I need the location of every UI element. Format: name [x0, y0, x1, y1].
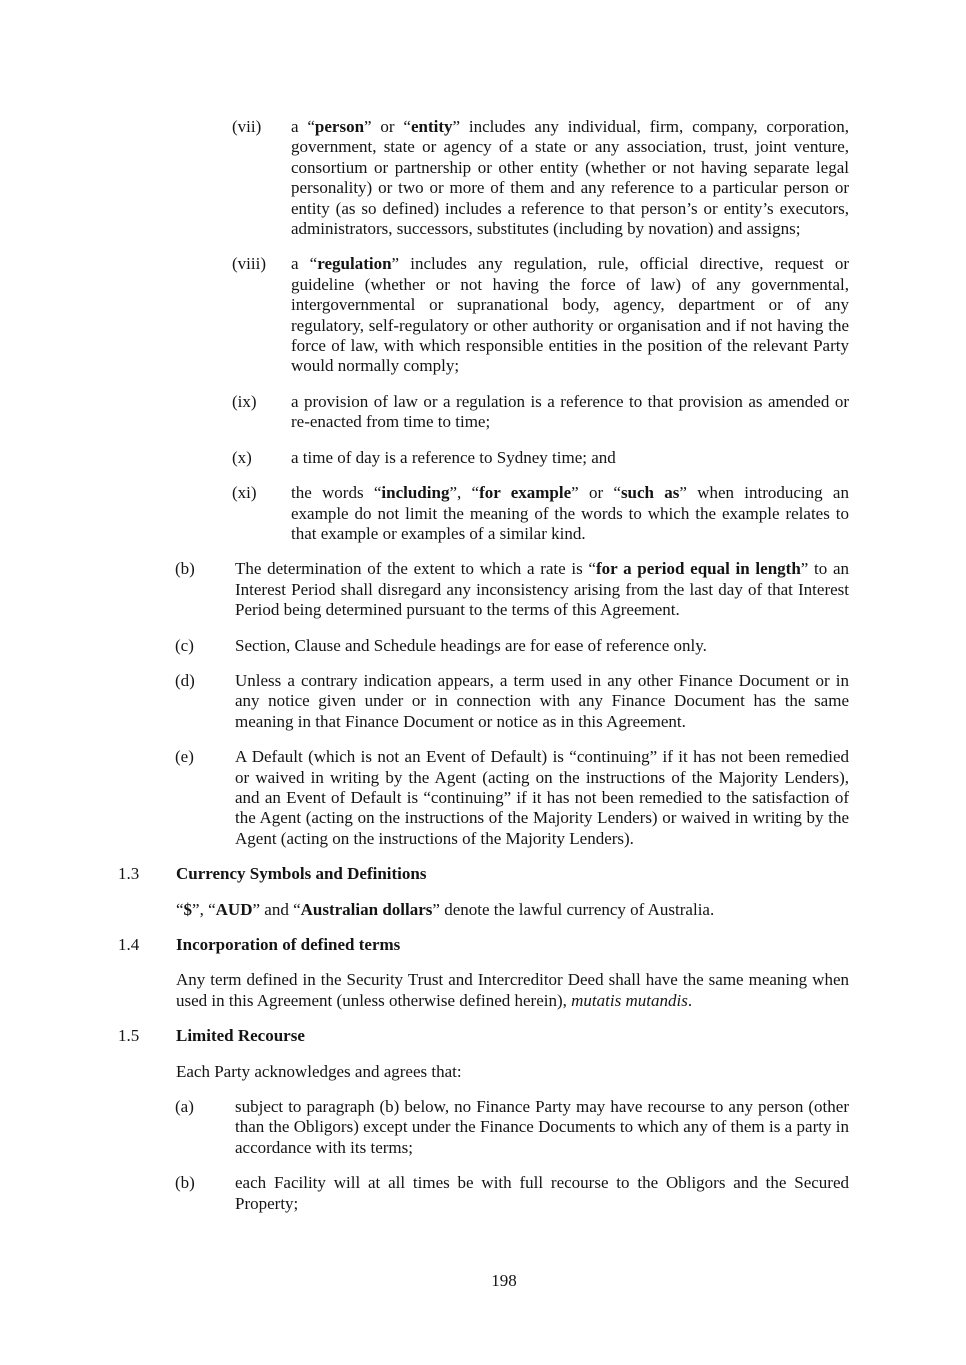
section-number: 1.4 [118, 935, 140, 954]
text-segment: Unless a contrary indication appears, a term used in any other Finance Document or in any notice given under or in connection with any Finance Document has the same meaning in that Finance Document or notice as in this Agreement. [235, 670, 849, 731]
list-item [118, 1097, 849, 1158]
text-segment: Australian dollars [300, 899, 433, 919]
paragraph [176, 900, 849, 920]
section-heading-1-5 [118, 1026, 849, 1046]
list-item-text [235, 636, 849, 656]
list-item-label: (e) [175, 747, 194, 767]
text-segment: ” and “ [252, 899, 301, 919]
text-segment: ” to an Interest Period shall disregard any inconsistency arising from the last day of that Interest Period being determined pursuant to the terms of this Agreement. [235, 559, 849, 620]
list-item-text [291, 483, 849, 544]
list-item-label: (xi) [232, 483, 257, 503]
page-number: 198 [491, 1271, 517, 1290]
list-item-label: (b) [175, 559, 195, 579]
text-segment: ” or “ [571, 483, 621, 503]
list-item-text [235, 747, 849, 849]
text-segment: for example [479, 483, 572, 503]
section-heading-1-4 [118, 935, 849, 955]
section-heading-1-3 [118, 864, 849, 884]
text-segment: including [381, 483, 450, 503]
text-segment: subject to paragraph (b) below, no Finance Party may have recourse to any person (other than the Obligors) except under the Finance Documents to which any of them is a party in accordance with its terms; [235, 1097, 849, 1157]
document-body [118, 117, 849, 1229]
text-segment: Section, Clause and Schedule headings are for ease of reference only. [235, 635, 707, 655]
list-item [118, 1173, 849, 1214]
list-item-text [235, 1097, 849, 1158]
text-segment: a time of day is a reference to Sydney time; and [291, 447, 616, 467]
text-segment: Each Party acknowledges and agrees that: [176, 1061, 462, 1081]
list-item-label: (x) [232, 447, 252, 467]
list-item-label: (a) [175, 1097, 194, 1117]
text-segment: a “ [291, 117, 315, 136]
list-item-text [291, 392, 849, 433]
text-segment: for a period equal in length [595, 559, 801, 579]
text-segment: The determination of the extent to which a rate is “ [235, 559, 596, 579]
text-segment: “ [176, 899, 184, 919]
section-title: Limited Recourse [176, 1026, 305, 1046]
text-segment: $ [183, 899, 193, 919]
list-item-text [235, 671, 849, 732]
list-item-text [235, 1173, 849, 1214]
text-segment: ” denote the lawful currency of Australia. [432, 899, 715, 919]
text-segment: person [314, 117, 365, 136]
list-item [118, 483, 849, 544]
text-segment: such as [620, 483, 680, 503]
text-segment: A Default (which is not an Event of Default) is “continuing” if it has not been remedied or waived in writing by the Agent (acting on the instructions of the Majority Lenders), and an Event of Default is “continuing” if it has not been remedied to the satisfaction of the Agent (acting on the instructions of the Majority Lenders) or waived in writing by the Agent (acting on the instructions of the Majority Lenders). [235, 747, 849, 848]
text-segment: ” includes any individual, firm, company, corporation, government, state or agency of a state or any association, trust, joint venture, consortium or partnership or other entity (whether or not having separate legal personality) or two or more of them and any reference to a particular person or entity (as so defined) includes a reference to that person’s or entity’s executors, administrators, successors, substitutes (including by novation) and assigns; [291, 117, 849, 239]
text-segment: entity [410, 117, 453, 136]
list-item-label: (vii) [232, 117, 262, 136]
list-item-label: (ix) [232, 391, 257, 411]
list-item [118, 392, 849, 433]
text-segment: ”, “ [449, 483, 480, 503]
list-item [118, 117, 849, 239]
text-segment: the words “ [291, 483, 382, 503]
list-item-label: (d) [175, 670, 195, 690]
text-segment: ” includes any regulation, rule, official directive, request or guideline (whether or not having the force of law) of any governmental, intergovernmental or supranational body, agency, department or of any regulatory, self-regulatory or other authority or organisation and if not having the force of law, with which responsible entities in the position of the relevant Party would normally comply; [291, 254, 849, 376]
text-segment: a “ [291, 254, 318, 274]
section-title: Currency Symbols and Definitions [176, 864, 427, 884]
text-segment: ”, “ [192, 899, 216, 919]
list-item [118, 671, 849, 732]
list-item [118, 448, 849, 468]
list-item-text [291, 254, 849, 376]
text-segment: regulation [317, 254, 392, 274]
list-item [118, 254, 849, 376]
text-segment: Any term defined in the Security Trust and Intercreditor Deed shall have the same meaning when used in this Agreement (unless otherwise defined herein), [176, 970, 849, 1010]
section-number: 1.3 [118, 864, 140, 884]
text-segment: a provision of law or a regulation is a reference to that provision as amended or re-enacted from time to time; [291, 391, 849, 432]
text-segment: mutatis mutandis [571, 990, 688, 1010]
list-item-label: (viii) [232, 254, 266, 274]
section-number: 1.5 [118, 1026, 140, 1046]
list-item-text [291, 117, 849, 239]
text-segment: ” when introducing an example do not limit the meaning of the words to which the example relates to that example or examples of a similar kind. [291, 483, 849, 543]
list-item-text [235, 559, 849, 620]
text-segment: each Facility will at all times be with full recourse to the Obligors and the Secured Property; [235, 1173, 849, 1213]
text-segment: ” or “ [364, 117, 411, 136]
paragraph [176, 1062, 849, 1082]
list-item [118, 636, 849, 656]
paragraph [176, 970, 849, 1011]
list-item-label: (c) [175, 635, 194, 655]
list-item-text [291, 448, 849, 468]
text-segment: AUD [215, 899, 253, 919]
section-title: Incorporation of defined terms [176, 935, 401, 954]
list-item [118, 559, 849, 620]
list-item [118, 747, 849, 849]
list-item-label: (b) [175, 1173, 195, 1193]
text-segment: . [687, 990, 693, 1010]
